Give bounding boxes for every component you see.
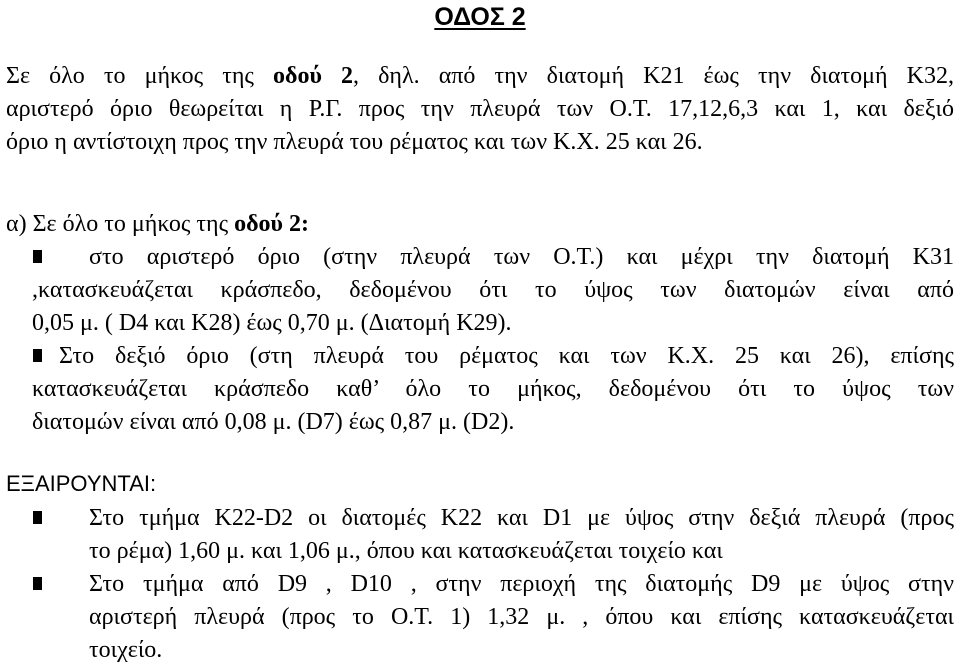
list-item-line: 0,05 μ. ( D4 και Κ28) έως 0,70 μ. (Διατομή Κ29). — [32, 310, 512, 336]
list-item — [6, 340, 954, 439]
list-item-line: Στο τμήμα από D9 , D10 , στην περιοχή της διατομής D9 με ύψος στην — [89, 571, 954, 597]
intro-text: όριο η αντίστοιχη προς την πλευρά του ρέματος και των Κ.Χ. 25 και 26. — [6, 129, 703, 155]
page-title: ΟΔΟΣ 2 — [434, 3, 526, 31]
intro-line — [6, 60, 954, 93]
list-item-line: το ρέμα) 1,60 μ. και 1,06 μ., όπου και κατασκευάζεται τοιχείο και — [89, 538, 723, 564]
list-item-line: διατομών είναι από 0,08 μ. (D7) έως 0,87 μ. (D2). — [32, 409, 515, 435]
section-a-list — [6, 241, 954, 439]
intro-line — [6, 126, 954, 159]
intro-paragraph — [6, 60, 954, 159]
intro-text: , δηλ. από την διατομή Κ21 έως την διατομή Κ32, — [353, 63, 954, 89]
section-a-heading — [6, 208, 309, 241]
list-item-line: κατασκευάζεται κράσπεδο καθ’ όλο το μήκος, δεδομένου ότι το ύψος των — [32, 376, 954, 402]
exclusions-heading: ΕΞΑΙΡΟΥΝΤΑΙ: — [6, 471, 157, 496]
square-bullet-icon — [33, 250, 42, 263]
list-item — [6, 568, 954, 667]
intro-line — [6, 93, 954, 126]
list-item-line: τοιχείο. — [89, 637, 163, 663]
list-item — [6, 241, 954, 340]
list-item-line: Στο δεξιό όριο (στη πλευρά του ρέματος και των Κ.Χ. 25 και 26), επίσης — [59, 343, 954, 369]
intro-text: Σε όλο το μήκος της — [6, 63, 273, 89]
square-bullet-icon — [33, 577, 42, 590]
list-item-line: αριστερή πλευρά (προς το Ο.Τ. 1) 1,32 μ. , όπου και επίσης κατασκευάζεται — [89, 604, 954, 630]
section-a-heading-text: α) Σε όλο το μήκος της — [6, 211, 235, 237]
square-bullet-icon — [33, 511, 42, 524]
section-a-heading-road: οδού 2: — [234, 211, 309, 237]
intro-road-name: οδού 2 — [273, 63, 354, 89]
intro-text: αριστερό όριο θεωρείται η Ρ.Γ. προς την πλευρά των Ο.Τ. 17,12,6,3 και 1, και δεξιό — [6, 96, 954, 122]
list-item — [6, 502, 954, 568]
square-bullet-icon — [33, 349, 42, 362]
list-item-line: Στο τμήμα Κ22-D2 οι διατομές Κ22 και D1 με ύψος στην δεξιά πλευρά (προς — [89, 505, 954, 531]
exclusions-list — [6, 502, 954, 667]
list-item-line: στο αριστερό όριο (στην πλευρά των Ο.Τ.) και μέχρι την διατομή Κ31 — [89, 244, 954, 270]
list-item-line: ,κατασκευάζεται κράσπεδο, δεδομένου ότι το ύψος των διατομών είναι από — [32, 277, 954, 303]
